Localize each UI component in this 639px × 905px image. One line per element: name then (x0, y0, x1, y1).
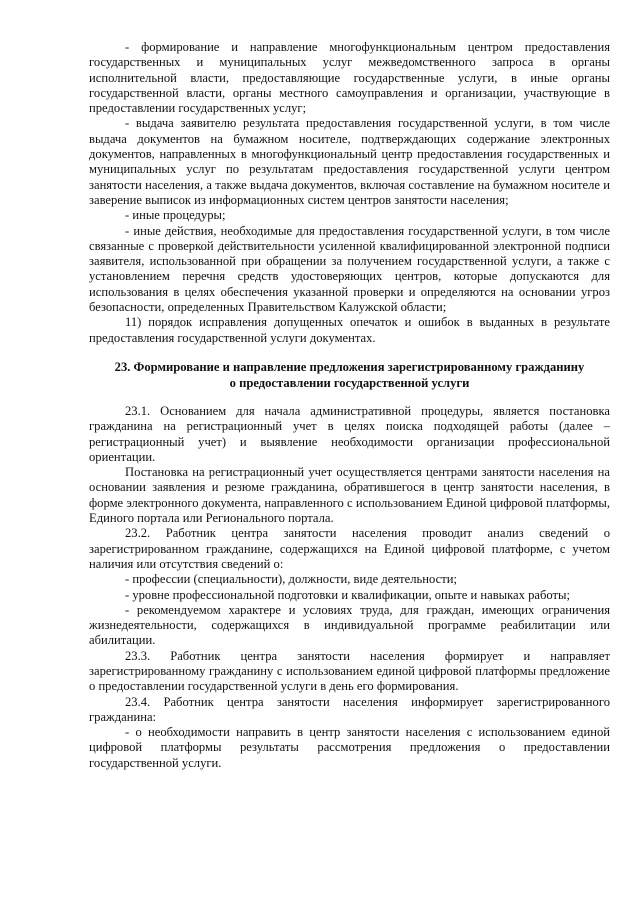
list-item: - иные процедуры; (125, 208, 226, 223)
paragraph-registration: Постановка на регистрационный учет осуществляется центрами занятости населения на основании заявления и резюме гражданина, обратившегося в центр занятости населения, в форме электронного документа, направленного с использованием Единой цифровой платформы, Единого портала или Регионального портала. (89, 465, 610, 526)
list-item: - профессии (специальности), должности, виде деятельности; (125, 572, 457, 587)
paragraph-23-2: 23.2. Работник центра занятости населения проводит анализ сведений о зарегистрированном гражданине, содержащихся на Единой цифровой платформе, с учетом наличия или отсутствия сведений о: (89, 526, 610, 571)
spacer (89, 391, 610, 404)
list-item: - формирование и направление многофункциональным центром предоставления государственных и муниципальных услуг межведомственного запроса в органы исполнительной власти, предоставляющие государственные услуги, в иные органы государственной власти, органы местного самоуправления и организации, участвующие в предоставлении государственных услуг; (89, 40, 610, 116)
section-heading-line2: о предоставлении государственной услуги (229, 375, 470, 390)
list-item: - иные действия, необходимые для предоставления государственной услуги, в том числе связанные с проверкой действительности усиленной квалифицированной электронной подписи заявителя, использованной при обращении за получением государственной услуги, а также с установлением перечня средств удостоверяющих центров, которые допускаются для использования в целях обеспечения указанной проверки и определяются на основании угроз безопасности, определенных Правительством Калужской области; (89, 223, 610, 315)
list-item: - выдача заявителю результата предоставления государственной услуги, в том числе выдача документов на бумажном носителе, подтверждающих содержание электронных документов, направленных в многофункциональный центр предоставления государственных и муниципальных услуг по результатам предоставления государственной услуги центром занятости населения, а также выдача документов, включая составление на бумажном носителе и заверение выписок из информационных систем центров занятости населения; (89, 116, 610, 207)
list-item: - о необходимости направить в центр занятости населения с использованием единой цифровой платформы результаты рассмотрения предложения о предоставлении государственной услуги. (89, 725, 610, 770)
list-item: - рекомендуемом характере и условиях труда, для граждан, имеющих ограничения жизнедеятельности, содержащихся в индивидуальной программе реабилитации или абилитации. (89, 602, 610, 648)
spacer (89, 346, 610, 359)
paragraph-23-4: 23.4. Работник центра занятости населения информирует зарегистрированного гражданина: (89, 694, 610, 724)
section-heading-line1: 23. Формирование и направление предложения зарегистрированному гражданину (114, 359, 585, 374)
list-item: - уровне профессиональной подготовки и квалификации, опыте и навыках работы; (125, 587, 570, 602)
section-heading (89, 359, 610, 391)
paragraph-23-3: 23.3. Работник центра занятости населения формирует и направляет зарегистрированному гражданину с использованием единой цифровой платформы предложение о предоставлении государственной услуги в день его формирования. (89, 648, 610, 694)
document-page (89, 40, 610, 771)
paragraph-23-1: 23.1. Основанием для начала административной процедуры, является постановка гражданина на регистрационный учет в целях поиска подходящей работы (далее – регистрационный учет) и выявление необходимости организации профессиональной ориентации. (89, 403, 610, 464)
item-11-paragraph: 11) порядок исправления допущенных опечаток и ошибок в выданных в результате предоставления государственной услуги документах. (89, 315, 610, 345)
